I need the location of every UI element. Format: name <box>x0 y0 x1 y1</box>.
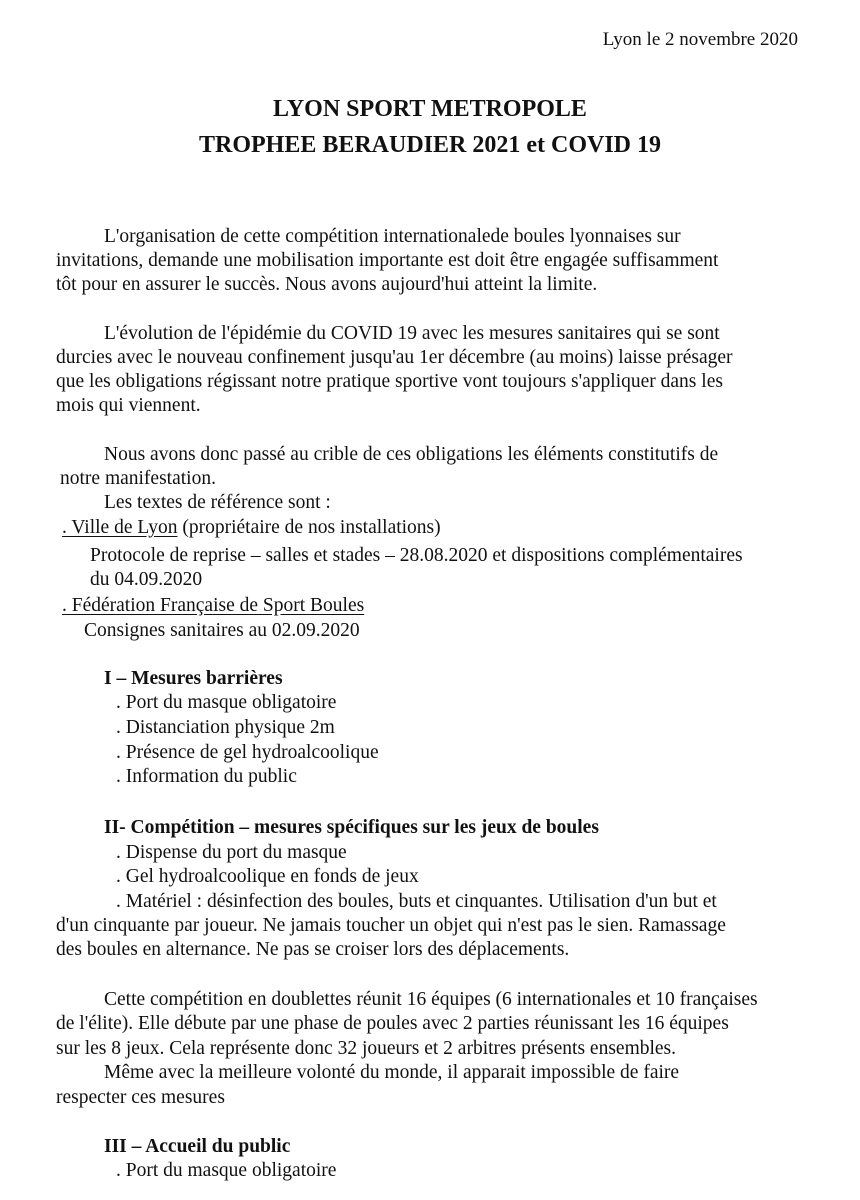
paragraph-line: de l'élite). Elle débute par une phase de poules avec 2 parties réunissant les 16 équipes <box>56 1013 729 1034</box>
paragraph-line: respecter ces mesures <box>56 1087 225 1108</box>
reference-detail: Consignes sanitaires au 02.09.2020 <box>84 620 360 641</box>
section-heading: III – Accueil du public <box>104 1136 291 1157</box>
paragraph-line: L'évolution de l'épidémie du COVID 19 avec les mesures sanitaires qui se sont <box>104 323 720 344</box>
paragraph-line: d'un cinquante par joueur. Ne jamais toucher un objet qui n'est pas le sien. Ramassage <box>56 915 726 936</box>
section-heading: II- Compétition – mesures spécifiques sur les jeux de boules <box>104 817 599 838</box>
paragraph-line: Même avec la meilleure volonté du monde, il apparait impossible de faire <box>104 1062 680 1083</box>
reference-title: . Fédération Française de Sport Boules <box>62 595 365 616</box>
title-line-1: LYON SPORT METROPOLE <box>273 96 587 122</box>
reference-note: (propriétaire de nos installations) <box>177 517 441 538</box>
paragraph-line: tôt pour en assurer le succès. Nous avons aujourd'hui atteint la limite. <box>56 274 598 295</box>
list-item: . Distanciation physique 2m <box>116 717 335 738</box>
list-item: . Information du public <box>116 766 297 787</box>
paragraph-line: que les obligations régissant notre pratique sportive vont toujours s'appliquer dans les <box>56 371 723 392</box>
paragraph-line: sur les 8 jeux. Cela représente donc 32 joueurs et 2 arbitres présents ensembles. <box>56 1038 677 1059</box>
reference-ville-de-lyon <box>62 516 441 540</box>
reference-title: . Ville de Lyon <box>62 517 178 538</box>
paragraph-line: notre manifestation. <box>60 468 216 489</box>
paragraph-line: L'organisation de cette compétition internationalede boules lyonnaises sur <box>104 226 681 247</box>
paragraph-line: mois qui viennent. <box>56 395 201 416</box>
paragraph-line: des boules en alternance. Ne pas se croiser lors des déplacements. <box>56 939 570 960</box>
list-item: . Gel hydroalcoolique en fonds de jeux <box>116 866 419 887</box>
reference-ffsb <box>62 594 364 618</box>
letter-date: Lyon le 2 novembre 2020 <box>602 29 798 50</box>
title-line-2: TROPHEE BERAUDIER 2021 et COVID 19 <box>198 132 662 158</box>
reference-detail: du 04.09.2020 <box>90 569 203 590</box>
paragraph-line: invitations, demande une mobilisation importante est doit être engagée suffisamment <box>56 250 719 271</box>
paragraph-line: Cette compétition en doublettes réunit 16 équipes (6 internationales et 10 françaises <box>104 989 758 1010</box>
list-item: . Port du masque obligatoire <box>116 1160 337 1181</box>
section-heading: I – Mesures barrières <box>104 668 283 689</box>
paragraph-line: durcies avec le nouveau confinement jusqu'au 1er décembre (au moins) laisse présager <box>56 347 733 368</box>
list-item: . Port du masque obligatoire <box>116 692 337 713</box>
paragraph-line: . Matériel : désinfection des boules, buts et cinquantes. Utilisation d'un but et <box>116 891 717 912</box>
list-item: . Dispense du port du masque <box>116 842 347 863</box>
list-item: . Présence de gel hydroalcoolique <box>116 742 379 763</box>
reference-detail: Protocole de reprise – salles et stades – 28.08.2020 et dispositions complémentaires <box>90 545 743 566</box>
paragraph-line: Nous avons donc passé au crible de ces obligations les éléments constitutifs de <box>104 444 719 465</box>
references-intro: Les textes de référence sont : <box>104 492 331 513</box>
